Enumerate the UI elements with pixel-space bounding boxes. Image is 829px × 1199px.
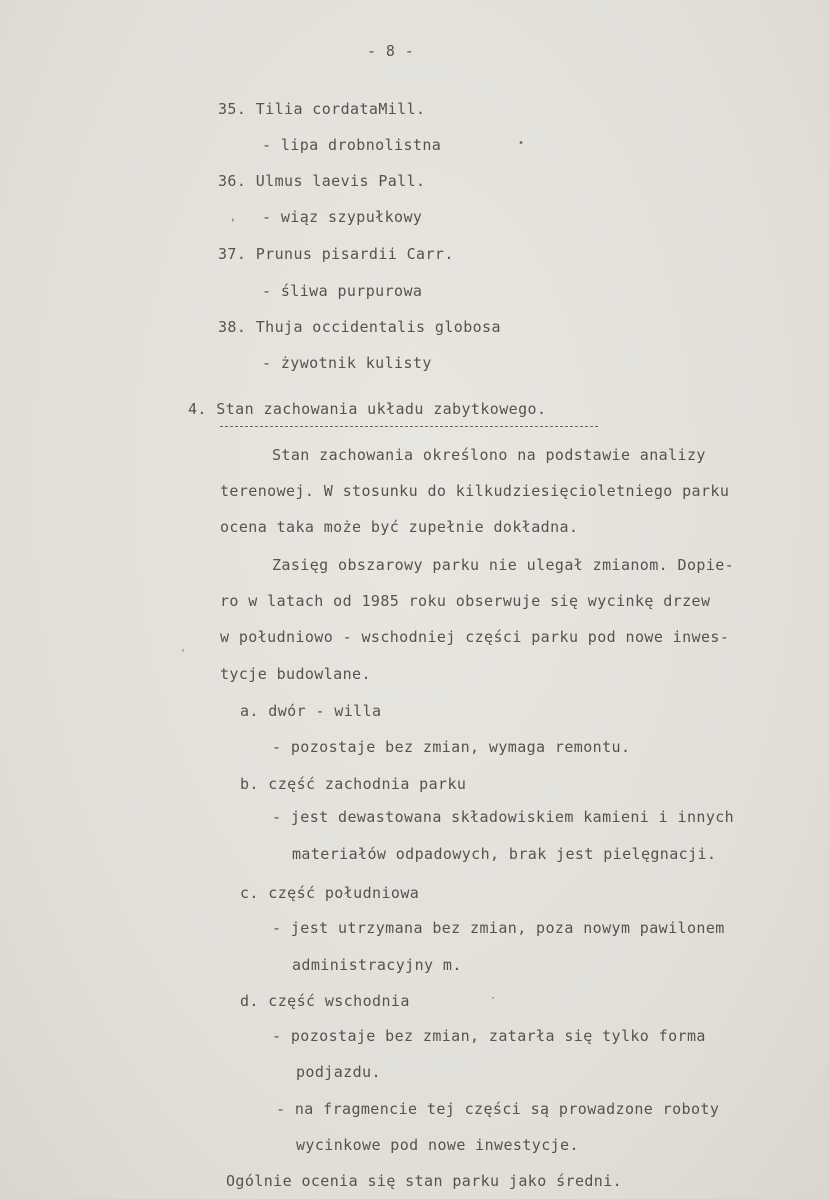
item-c-line: administracyjny m. [292, 956, 462, 974]
species-polish-38: - żywotnik kulisty [262, 354, 432, 372]
species-latin-36: 36. Ulmus laevis Pall. [218, 172, 426, 190]
item-d-line: - pozostaje bez zmian, zatarła się tylko forma [272, 1027, 706, 1045]
ink-speck: , [230, 212, 237, 223]
paragraph-line: terenowej. W stosunku do kilkudziesięcioletniego parku [220, 482, 730, 500]
item-d-line: wycinkowe pod nowe inwestycje. [296, 1136, 579, 1154]
species-latin-37: 37. Prunus pisardii Carr. [218, 245, 454, 263]
item-a-line: - pozostaje bez zmian, wymaga remontu. [272, 738, 631, 756]
page-number: - 8 - [367, 42, 415, 60]
item-c-title: c. część południowa [240, 884, 420, 902]
conclusion-line: Ogólnie ocenia się stan parku jako średni. [226, 1172, 623, 1190]
ink-speck: ' [180, 648, 187, 659]
item-a-title: a. dwór - willa [240, 702, 382, 720]
species-latin-35: 35. Tilia cordataMill. [218, 100, 426, 118]
item-b-title: b. część zachodnia parku [240, 775, 467, 793]
item-b-line: materiałów odpadowych, brak jest pielęgnacji. [292, 845, 717, 863]
paragraph-line: ro w latach od 1985 roku obserwuje się wycinkę drzew [220, 592, 711, 610]
species-latin-38: 38. Thuja occidentalis globosa [218, 318, 501, 336]
paragraph-line: ocena taka może być zupełnie dokładna. [220, 518, 579, 536]
item-d-line: - na fragmencie tej części są prowadzone roboty [276, 1100, 720, 1118]
species-polish-36: - wiąz szypułkowy [262, 208, 423, 226]
ink-speck: · [490, 993, 497, 1004]
paragraph-line: Stan zachowania określono na podstawie analizy [272, 446, 706, 464]
item-d-title: d. część wschodnia [240, 992, 410, 1010]
item-d-line: podjazdu. [296, 1063, 381, 1081]
item-b-line: - jest dewastowana składowiskiem kamieni i innych [272, 808, 735, 826]
section-heading: 4. Stan zachowania układu zabytkowego. [188, 400, 547, 418]
paragraph-line: w południowo - wschodniej części parku pod nowe inwes- [220, 628, 730, 646]
paragraph-line: Zasięg obszarowy parku nie ulegał zmianom. Dopie- [272, 556, 735, 574]
heading-underline [220, 426, 598, 427]
species-polish-35: - lipa drobnolistna [262, 136, 442, 154]
paragraph-line: tycje budowlane. [220, 665, 371, 683]
item-c-line: - jest utrzymana bez zmian, poza nowym pawilonem [272, 919, 725, 937]
species-polish-37: - śliwa purpurowa [262, 282, 423, 300]
ink-speck: • [518, 138, 525, 149]
